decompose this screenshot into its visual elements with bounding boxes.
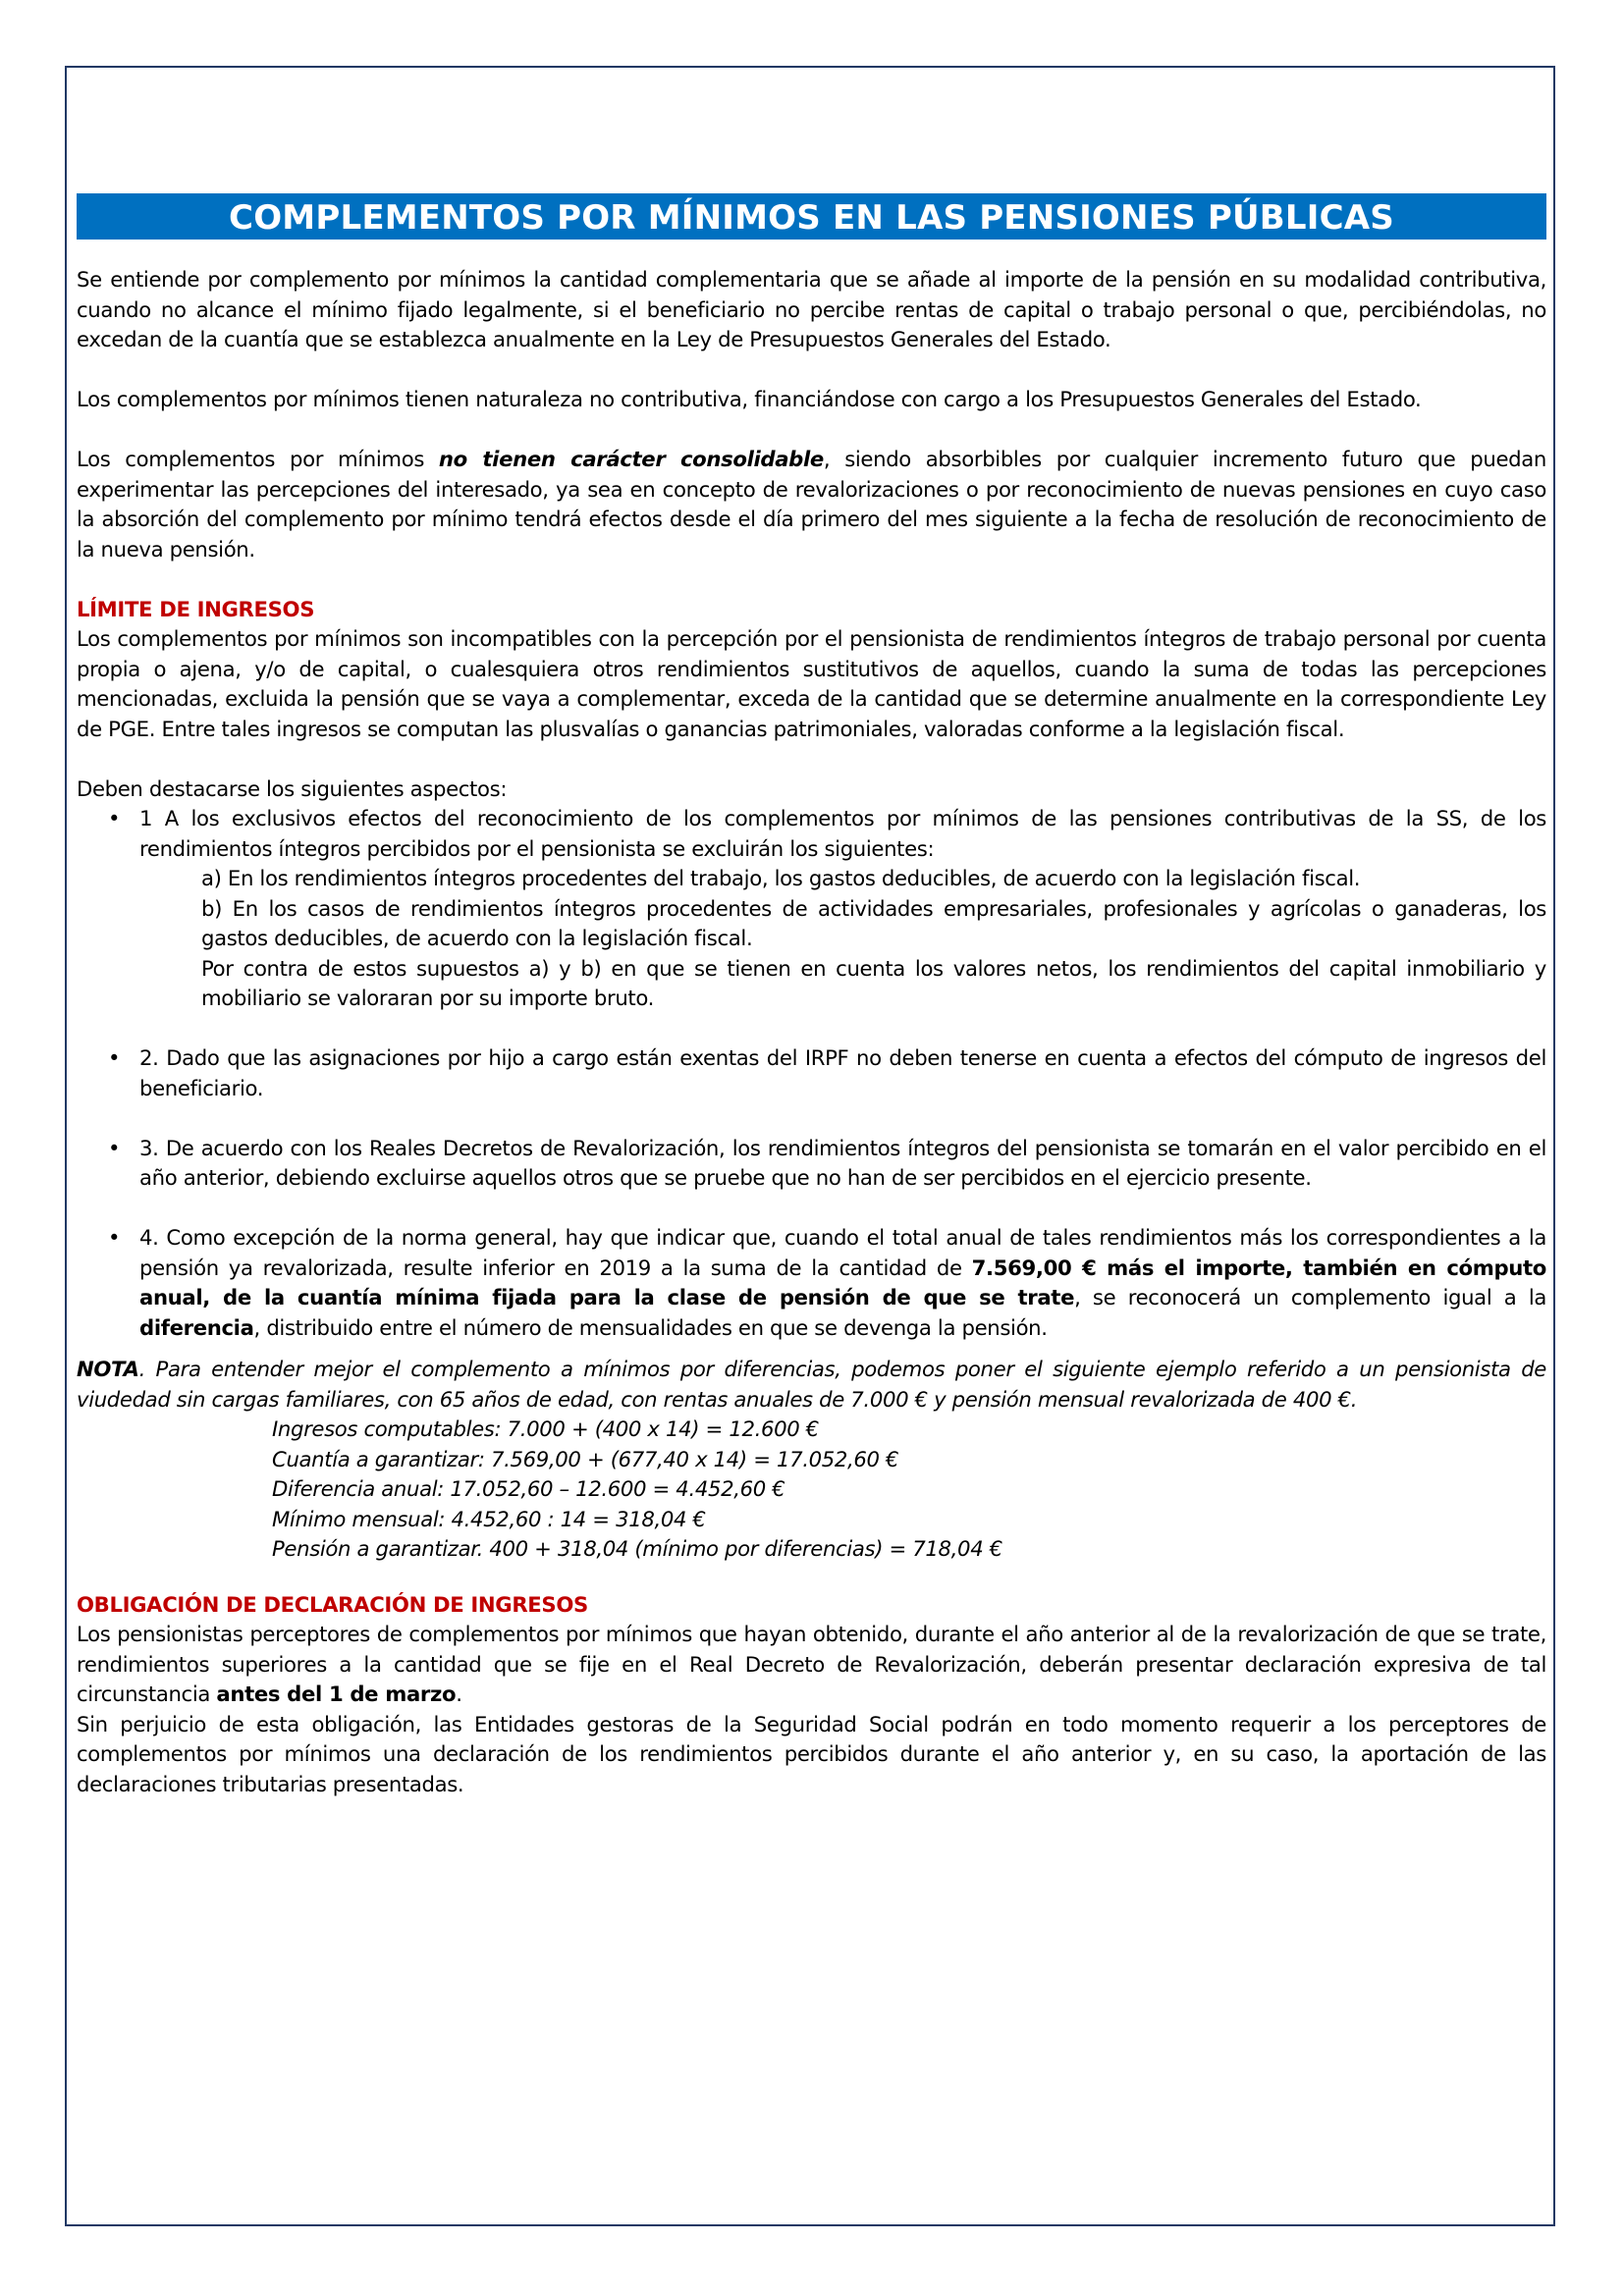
intro-p3-start: Los complementos por mínimos [77, 447, 439, 471]
nota-calculations [77, 1415, 1546, 1565]
aspect-3-text: 3. De acuerdo con los Reales Decretos de Revalorización, los rendimientos íntegros del pensionista se tomarán en el valor percibido en el año anterior, debiendo excluirse aquellos otros que se pruebe que no han de ser percibidos en el ejercicio presente. [139, 1135, 1546, 1190]
aspect-4-text [139, 1223, 1546, 1343]
sub-item-a: a) En los rendimientos íntegros procedentes del trabajo, los gastos deducibles, de acuerdo con la legislación fiscal. [201, 866, 1361, 890]
bullet-icon: • [108, 1045, 121, 1070]
calc-line: Pensión a garantizar. 400 + 318,04 (mínimo por diferencias) = 718,04 € [272, 1536, 1002, 1561]
aspect-4-start: 4. Como excepción de la norma general, hay que indicar que, cuando el total anual de tales rendimientos más los correspondientes a la pensión ya revalorizada, resulte inferior en 2019 a la suma de la cantidad de [139, 1225, 1546, 1280]
intro-paragraph-2: Los complementos por mínimos tienen naturaleza no contributiva, financiándose con cargo a los Presupuestos Generales del Estado. [77, 387, 1422, 411]
aspect-1-subitems [201, 864, 1546, 1014]
nota-label: NOTA [77, 1357, 139, 1381]
bullet-icon: • [108, 1225, 121, 1250]
aspect-item-3 [77, 1134, 1546, 1194]
aspect-item-2 [77, 1043, 1546, 1103]
obligacion-paragraph-2: Sin perjuicio de esta obligación, las Entidades gestoras de la Seguridad Social podrán en todo momento requerir a los perceptores de complementos por mínimos una declaración de los rendimientos percibidos durante el año anterior y, en su caso, la aportación de las declaraciones tributarias presentadas. [77, 1711, 1546, 1796]
nota-text: . Para entender mejor el complemento a mínimos por diferencias, podemos poner el siguiente ejemplo referido a un pensionista de viudedad sin cargas familiares, con 65 años de edad, con rentas anuales de 7.000 € y pensión mensual revalorizada de 400 €. [77, 1357, 1546, 1412]
calc-line: Ingresos computables: 7.000 + (400 x 14) = 12.600 € [272, 1416, 819, 1441]
aspect-item-4 [77, 1223, 1546, 1343]
aspect-4-middle: , se reconocerá un complemento igual a la [1074, 1285, 1547, 1309]
document-body [77, 193, 1546, 1799]
aspects-list [77, 804, 1546, 1343]
intro-p3-end: , siendo absorbibles por cualquier incremento futuro que puedan experimentar las percepciones del interesado, ya sea en concepto de revalorizaciones o por reconocimiento de nuevas pensiones en cuyo caso la absorción del complemento por mínimo tendrá efectos desde el día primero del mes siguiente a la fecha de resolución de reconocimiento de la nueva pensión. [77, 447, 1546, 561]
nota-paragraph [77, 1355, 1546, 1415]
aspect-4-bold-amount: 7.569,00 € más el importe, también en cómputo anual, de la cuantía mínima fijada para la clase de pensión de que se trate [139, 1255, 1546, 1309]
calc-line: Cuantía a garantizar: 7.569,00 + (677,40 x 14) = 17.052,60 € [272, 1446, 899, 1471]
obligacion-p1-end: . [456, 1682, 462, 1706]
obligacion-p1-start: Los pensionistas perceptores de complementos por mínimos que hayan obtenido, durante el año anterior al de la revalorización de que se trate, rendimientos superiores a la cantidad que se fije en el Real Decreto de Revalorización, deberán presentar declaración expresiva de tal circunstancia [77, 1622, 1546, 1706]
page-title: COMPLEMENTOS POR MÍNIMOS EN LAS PENSIONES PÚBLICAS [77, 193, 1546, 240]
limite-body: Los complementos por mínimos son incompatibles con la percepción por el pensionista de rendimientos íntegros de trabajo personal por cuenta propia o ajena, y/o de capital, o cualesquiera otros rendimientos sustitutivos de aquellos, cuando la suma de todas las percepciones mencionadas, excluida la pensión que se vaya a complementar, exceda de la cantidad que se determine anualmente en la correspondiente Ley de PGE. Entre tales ingresos se computan las plusvalías o ganancias patrimoniales, valoradas conforme a la legislación fiscal. [77, 626, 1546, 741]
deadline-emphasis: antes del 1 de marzo [216, 1682, 457, 1706]
aspects-intro: Deben destacarse los siguientes aspectos: [77, 775, 508, 801]
calc-line: Diferencia anual: 17.052,60 – 12.600 = 4.452,60 € [272, 1476, 785, 1501]
section-heading-obligacion: OBLIGACIÓN DE DECLARACIÓN DE INGRESOS [77, 1591, 588, 1617]
aspect-1-text: 1 A los exclusivos efectos del reconocimiento de los complementos por mínimos de las pensiones contributivas de la SS, de los rendimientos íntegros percibidos por el pensionista se excluirán los siguientes: [139, 806, 1546, 861]
intro-paragraph-3 [77, 445, 1546, 564]
consolidable-emphasis: no tienen carácter consolidable [438, 447, 824, 471]
aspect-4-bold-diferencia: diferencia [139, 1314, 254, 1340]
bullet-icon: • [108, 806, 121, 830]
intro-paragraph-1: Se entiende por complemento por mínimos la cantidad complementaria que se añade al importe de la pensión en su modalidad contributiva, cuando no alcance el mínimo fijado legalmente, si el beneficiario no percibe rentas de capital o trabajo personal o que, percibiéndolas, no excedan de la cuantía que se establezca anualmente en la Ley de Presupuestos Generales del Estado. [77, 267, 1546, 351]
section-heading-limite: LÍMITE DE INGRESOS [77, 596, 315, 621]
obligacion-paragraph-1 [77, 1620, 1546, 1710]
aspect-2-text: 2. Dado que las asignaciones por hijo a cargo están exentas del IRPF no deben tenerse en cuenta a efectos del cómputo de ingresos del beneficiario. [139, 1045, 1546, 1100]
aspect-item-1 [77, 804, 1546, 1014]
calc-line: Mínimo mensual: 4.452,60 : 14 = 318,04 € [272, 1506, 706, 1531]
sub-item-b: b) En los casos de rendimientos íntegros procedentes de actividades empresariales, profesionales y agrícolas o ganaderas, los gastos deducibles, de acuerdo con la legislación fiscal. [201, 895, 1546, 950]
bullet-icon: • [108, 1135, 121, 1160]
aspect-4-end: , distribuido entre el número de mensualidades en que se devenga la pensión. [253, 1314, 1048, 1340]
sub-item-note: Por contra de estos supuestos a) y b) en que se tienen en cuenta los valores netos, los rendimientos del capital inmobiliario y mobiliario se valoraran por su importe bruto. [201, 955, 1546, 1010]
